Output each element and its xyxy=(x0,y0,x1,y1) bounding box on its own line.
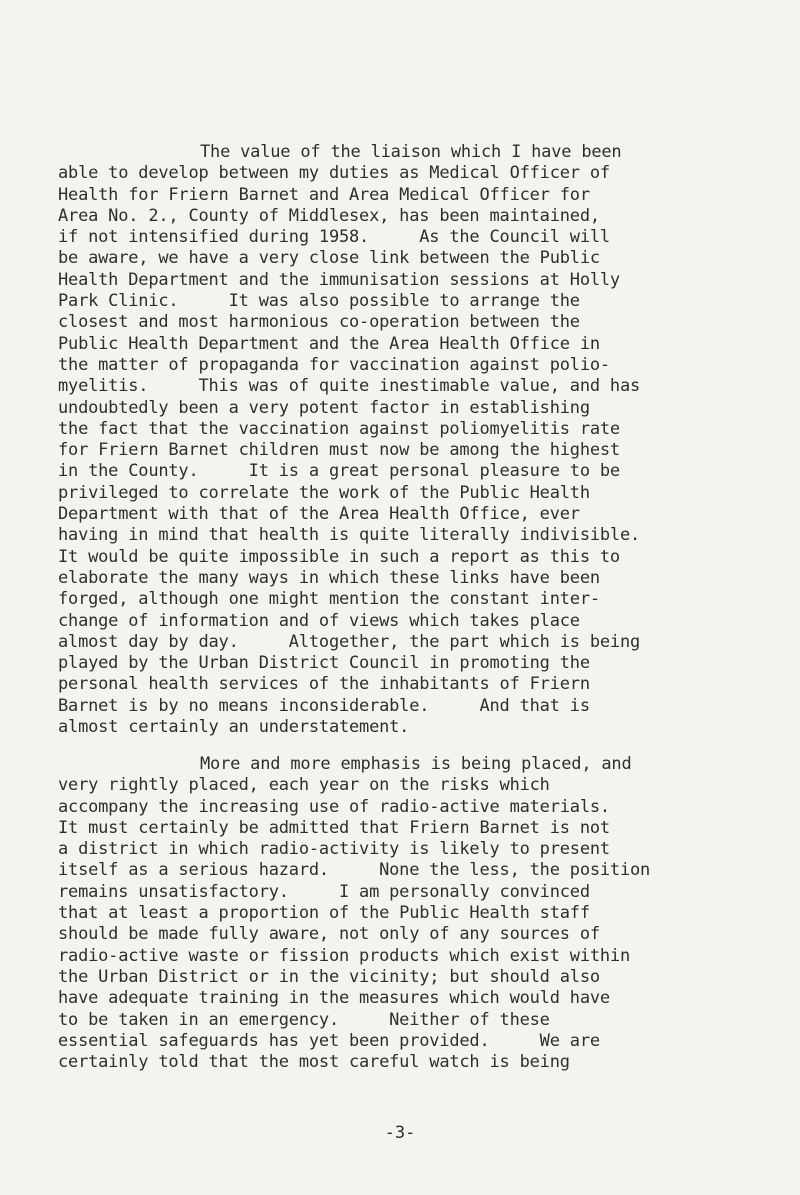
text-line: the fact that the vaccination against poliomyelitis rate xyxy=(58,418,620,439)
text-line: myelitis. This was of quite inestimable value, and has xyxy=(58,376,641,397)
text-line: Barnet is by no means inconsiderable. And that is xyxy=(58,695,590,716)
text-line: for Friern Barnet children must now be among the highest xyxy=(58,440,620,461)
text-line: having in mind that health is quite literally indivisible. xyxy=(58,525,641,546)
text-line: played by the Urban District Council in promoting the xyxy=(58,653,590,674)
text-line: the Urban District or in the vicinity; but should also xyxy=(58,966,600,987)
text-line: if not intensified during 1958. As the Council will xyxy=(58,227,610,248)
text-line: Park Clinic. It was also possible to arrange the xyxy=(58,291,580,312)
text-line: It must certainly be admitted that Friern Barnet is not xyxy=(58,817,610,838)
text-line: the matter of propaganda for vaccination against polio- xyxy=(58,354,610,375)
text-line: change of information and of views which takes place xyxy=(58,610,580,631)
text-line: essential safeguards has yet been provided. We are xyxy=(58,1030,600,1051)
text-line: accompany the increasing use of radio-active materials. xyxy=(58,796,610,817)
text-line: Area No. 2., County of Middlesex, has been maintained, xyxy=(58,205,600,226)
text-line: in the County. It is a great personal pleasure to be xyxy=(58,461,620,482)
text-line: undoubtedly been a very potent factor in establishing xyxy=(58,397,590,418)
text-line: remains unsatisfactory. I am personally convinced xyxy=(58,881,590,902)
text-line: radio-active waste or fission products which exist within xyxy=(58,945,630,966)
text-line: closest and most harmonious co-operation between the xyxy=(58,312,580,333)
text-line: able to develop between my duties as Medical Officer of xyxy=(58,163,610,184)
text-line: elaborate the many ways in which these links have been xyxy=(58,567,600,588)
text-line: to be taken in an emergency. Neither of these xyxy=(58,1009,550,1030)
text-line: forged, although one might mention the constant inter- xyxy=(58,589,600,610)
text-line: personal health services of the inhabitants of Friern xyxy=(58,674,590,695)
text-line: have adequate training in the measures which would have xyxy=(58,988,610,1009)
text-line: The value of the liaison which I have been xyxy=(200,142,622,162)
text-line: More and more emphasis is being placed, and xyxy=(200,754,632,774)
text-line: Public Health Department and the Area Health Office in xyxy=(58,333,600,354)
text-line: a district in which radio-activity is likely to present xyxy=(58,839,610,860)
text-line: be aware, we have a very close link between the Public xyxy=(58,248,600,269)
text-line: privileged to correlate the work of the Public Health xyxy=(58,482,590,503)
text-line: that at least a proportion of the Public Health staff xyxy=(58,903,590,924)
text-line: Health Department and the immunisation sessions at Holly xyxy=(58,269,620,290)
text-line: itself as a serious hazard. None the less, the position xyxy=(58,860,651,881)
text-line: certainly told that the most careful watch is being xyxy=(58,1052,570,1073)
text-line: should be made fully aware, not only of any sources of xyxy=(58,924,600,945)
paragraph-liaison xyxy=(58,142,758,738)
text-line: Department with that of the Area Health Office, ever xyxy=(58,504,580,525)
text-line: almost day by day. Altogether, the part which is being xyxy=(58,631,641,652)
page-number: -3- xyxy=(384,1123,416,1143)
text-line: It would be quite impossible in such a report as this to xyxy=(58,546,620,567)
text-line: very rightly placed, each year on the risks which xyxy=(58,775,550,796)
text-line: almost certainly an understatement. xyxy=(58,717,410,738)
text-line: Health for Friern Barnet and Area Medical Officer for xyxy=(58,184,590,205)
paragraph-radioactivity xyxy=(58,754,758,1073)
